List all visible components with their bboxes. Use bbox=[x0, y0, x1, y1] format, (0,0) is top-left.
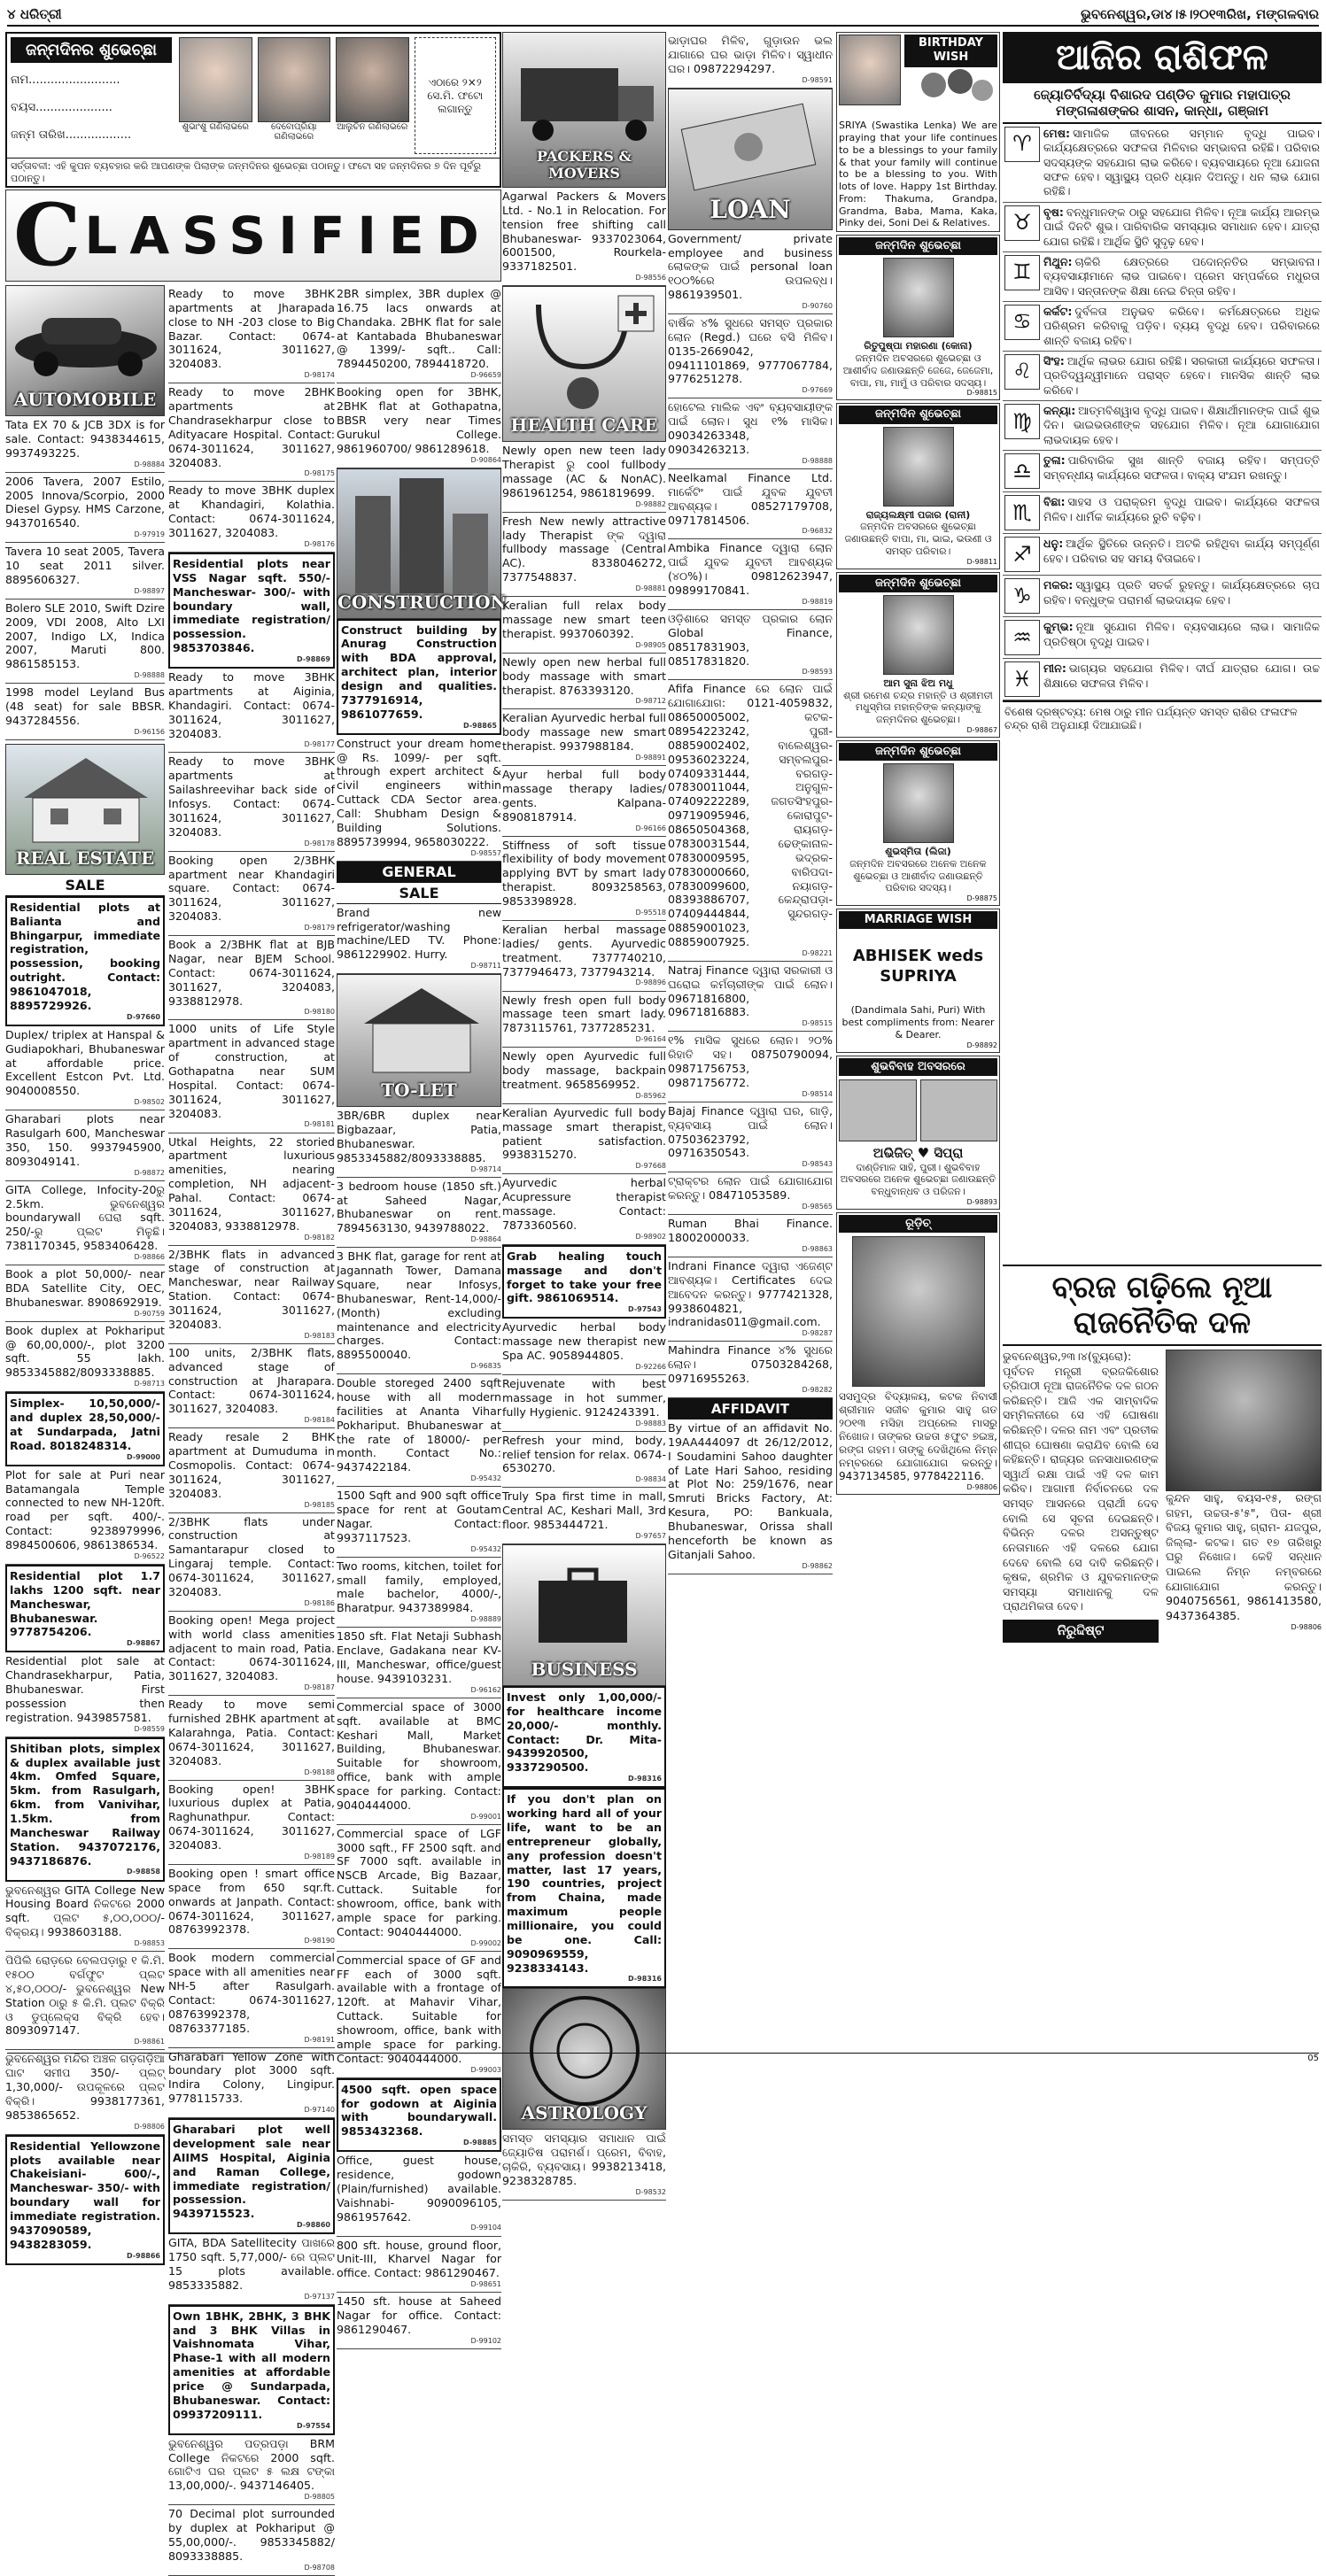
classified-ad: 3 bedroom house (1850 sft.) at Saheed Nagar, Bhubaneswar on rent. 7894563130, 9439788022. D-98864 bbox=[337, 1178, 501, 1249]
birthday-field-dob: ଜନ୍ମ ତାରିଖ.................. bbox=[11, 128, 132, 142]
classified-ad: Keralian Ayurvedic full body massage smart therapist, patient satisfaction. 9938315270. D-97668 bbox=[502, 1104, 666, 1175]
packers-image: PACKERS & MOVERS bbox=[502, 32, 666, 188]
classified-ad: 3 BHK flat, garage for rent at Jagannath Tower, Damana Square, near Infosys, Bhubaneswar, Rent-14,000/- (Month) excluding maintenance and electricity charges. Contact: 8895500040. D-96835 bbox=[337, 1248, 501, 1374]
truck-icon bbox=[503, 33, 667, 157]
column-apartments bbox=[168, 285, 335, 2572]
zodiac-wheel-icon bbox=[503, 1989, 667, 2113]
balloons-icon bbox=[907, 67, 996, 117]
classified-ad: Ready to move semi furnished 2BHK apartment at Kalarahnga, Patia. Contact: 0674-3011624, 3011627, 3204083. D-98188 bbox=[168, 1696, 335, 1780]
classified-ad: ୧% ମାସିକ ସୁଧରେ ଲୋନ। ୨୦% ରିହାତି ସହ। 08750790094, 09871756753, 09871756772. D-98514 bbox=[668, 1032, 833, 1102]
real-estate-image: REAL ESTATE bbox=[5, 744, 165, 875]
rent-ads bbox=[668, 32, 833, 89]
automobile-image: AUTOMOBILE bbox=[5, 285, 165, 416]
marriage-text: (Dandimala Sahi, Puri) With best compliments from: Nearer & Dearer. bbox=[841, 1004, 995, 1040]
classified-ad: Invest only 1,00,000/- for healthcare income 20,000/- monthly. Contact: Dr. Mita- 9439920500, 9337290500. D-98316 bbox=[502, 1686, 666, 1788]
classified-ad: Newly open new herbal full body massage with smart therapist. 8763393120. D-98712 bbox=[502, 654, 666, 710]
classified-ad: Gharabari plot well development sale near AIIMS Hospital, Aiginia and Raman College, immediate registration/ possession. 9439715523. D-98860 bbox=[168, 2118, 335, 2234]
classified-ad: Ayur herbal full body massage therapy ladies/ gents. Kalpana- 8908187914. D-96166 bbox=[502, 766, 666, 837]
birthday-photo-3: ଆଲୁଚିନ ଗଣିଲାଭରେ bbox=[336, 37, 409, 154]
classified-ad: Stiffness of soft tissue flexibility of body movement applying BVT by smart lady therapist. 8093258563, 9853398928. D-95518 bbox=[502, 837, 666, 921]
birthday-wish-card: ଜନ୍ମଦିନ ଶୁଭେଚ୍ଛା ରାଜ୍ୟଲକ୍ଷ୍ମୀ ପଜାର (ରାନୀ) ଜନ୍ମଦିନ ଅବସରରେ ଶୁଭେଚ୍ଛା ଜଣାଉଛନ୍ତି ବାପା, ମା, ଭାଇ, ଭଉଣୀ ଓ ସମସ୍ତ ପରିବାର। D-98811 bbox=[836, 403, 1000, 569]
healthcare-ads bbox=[502, 442, 666, 1544]
classified-ad: Construct your dream home @ Rs. 1099/- per sqft. through expert architect & civil engineers within Cuttack CDA Sector area. Call: Shubham Design & Building Solutions. 8895739994, 9658030222. D-98557 bbox=[337, 735, 501, 862]
flat-ads bbox=[337, 285, 501, 468]
classified-ad: Agarwal Packers & Movers Ltd. - No.1 in Relocation. For tension free shifting call Bhubaneswar- 9337023064, 6001500, Rourkela- 9337182501. D-98556 bbox=[502, 188, 666, 286]
classified-ad: 2/3BHK flats in advanced stage of construction at Mancheswar, near Railway Station. Contact: 0674-3011624, 3011627, 3204083. D-98183 bbox=[168, 1246, 335, 1344]
birthday-photo-1: ଶୁଭାଂଶୁ ଗଣିଲାଭରେ bbox=[179, 37, 252, 154]
building-icon bbox=[337, 469, 502, 593]
marriage-wish-tag: MARRIAGE WISH bbox=[839, 911, 997, 929]
page-footer bbox=[7, 2053, 1319, 2065]
birthday-wish-card: ଜନ୍ମଦିନ ଶୁଭେଚ୍ଛା ଶୁଭସ୍ମିତା (ଲିଜା) ଜନ୍ମଦିନ ଅବସରରେ ଅନେକ ଅନେକ ଶୁଭେଚ୍ଛା ଓ ଆଶୀର୍ବାଦ ଜଣାଉଛନ୍ତି ପରିବାର ସଦସ୍ୟ। D-98875 bbox=[836, 740, 1000, 906]
general-sale-heading: SALE bbox=[337, 883, 501, 904]
classified-ad: 1000 units of Life Style apartment in advanced stage of construction, at Gothapatna near SUM Hospital. Contact: 0674-3011624, 3011627, 3204083. D-98181 bbox=[168, 1020, 335, 1133]
zodiac-sign-icon: ♒ bbox=[1004, 620, 1040, 655]
classified-ad: Two rooms, kitchen, toilet for small family, employed, male bachelor, 4000/-, Bharatpur. 9437389984. D-98889 bbox=[337, 1558, 501, 1628]
classified-ad: Ayurvedic herbal Acupressure therapist massage. Contact: 7873360560. D-98902 bbox=[502, 1174, 666, 1245]
classified-ad: Residential plot 1.7 lakhs 1200 sqft. near Mancheswar, Bhubaneswar. 9778754206. D-98867 bbox=[5, 1565, 165, 1652]
classified-ad: Booking open! 3BHK luxurious duplex at Patia, Raghunathpur. Contact: 0674-3011624, 3011627, 3204083. D-98189 bbox=[168, 1781, 335, 1865]
rashi-item: ♍ କନ୍ୟା: ଆତ୍ମବିଶ୍ୱାସ ବୃଦ୍ଧି ପାଇବ। ଶିକ୍ଷାର୍ଥୀମାନଙ୍କ ପାଇଁ ଶୁଭ ଦିନ। ଭାଇଭଉଣୀଙ୍କ ସହଯୋଗ ମିଳିବ। ନୂଆ ଯୋଗାଯୋଗ ଲାଭଦାୟକ ହେବ। bbox=[1003, 401, 1322, 451]
header-right: ଭୁବନେଶ୍ୱର,ଡା୪।୫।୨୦୧୩ରିଖ, ମଙ୍ଗଳବାର bbox=[1081, 6, 1319, 22]
apartment-ads bbox=[168, 285, 335, 2576]
classified-ad: Commercial space of 3000 sqft. available at BMC Keshari Mall, Market Building, Bhubaneswar. Suitable for showroom, office, bank with ample space for parking. Contact: 9040444000. D-99001 bbox=[337, 1698, 501, 1825]
child-photo bbox=[883, 595, 954, 675]
rashi-item: ♊ ମିଥୁନ: ଚାକିରି କ୍ଷେତ୍ରରେ ପଦୋନ୍ନତିର ସମ୍ଭାବନା। ବ୍ୟବସାୟୀମାନେ ଲାଭ ପାଇବେ। ପ୍ରେମ ସମ୍ପର୍କରେ ମଧୁରତା ଆସିବ। ସନ୍ତାନଙ୍କ ଶିକ୍ଷା ନେଇ ଚିନ୍ତା ରହିବ। bbox=[1003, 252, 1322, 302]
general-ads bbox=[337, 904, 501, 975]
header-left: ୪ ଧରିତ୍ରୀ bbox=[7, 6, 62, 22]
vivah-wish-box: ଶୁଭବିବାହ ଅବସରରେ ଅଭିଜିତ୍ ♥ ସିପ୍ରା ଦାଣ୍ଡିମାଳ ସାହି, ପୁରୀ। ଶୁଭବିବାହ ଅବସରରେ ଅନେକ ଶୁଭେଚ୍ଛା ଜଣାଉଛନ୍ତି ବନ୍ଧୁବାନ୍ଧବ ଓ ପରିଜନ। D-98893 bbox=[836, 1056, 1000, 1210]
zodiac-sign-icon: ♊ bbox=[1004, 255, 1040, 290]
rashifal-note: ବିଶେଷ ଦ୍ରଷ୍ଟବ୍ୟ: ମେଷ ଠାରୁ ମୀନ ପର୍ଯ୍ୟନ୍ତ ସମସ୍ତ ରାଶିର ଫଳାଫଳ ଚନ୍ଦ୍ର ରାଶି ଅନୁଯାୟୀ ଦିଆଯାଇଛି। bbox=[1003, 700, 1322, 736]
classified-ad: 2/3BHK flats under construction at Samantarapur closed to Lingaraj temple. Contact: 0674-3011624, 3011627, 3204083. D-98186 bbox=[168, 1513, 335, 1612]
classified-ad: Ready to move 3BHK duplex at Khandagiri, Kolathia. Contact: 0674-3011624, 3011627, 3204083. D-98176 bbox=[168, 482, 335, 553]
missing-person-box: ରୂଡ଼ିଚ୍ ସସମୁଦ୍ର ବିଦ୍ୟାଳୟ, କଟକ ନିବାସୀ ଶ୍ରୀମାନ ସଜୀବ କୁମାର ସାହୁ ଗତ ୨୦୧୩ ମସିହା ଅପ୍ରେଲ ମାସରୁ ନିଖୋଜ। ତାଙ୍କର ଉଚ୍ଚତା ୫ଫୁଟ ୭ଇଞ୍ଚ, ରଙ୍ଗ ଗହମ। ତାଙ୍କୁ ଦେଖିଥିଲେ ନିମ୍ନ ନମ୍ବରରେ ଯୋଗାଯୋଗ କରନ୍ତୁ। 9437134585, 9778422116. D-98806 bbox=[836, 1212, 1000, 1495]
classified-ad: Utkal Heights, 22 storied apartment luxurious amenities, nearing completion, NH adjacent- Pahal. Contact: 0674-3011624, 3011627, 3204083, 9338812978. D-98182 bbox=[168, 1133, 335, 1246]
classified-ad: 1500 Sqft and 900 sqft office space for rent at Goutam Nagar. Contact: 9937117523. D-95432 bbox=[337, 1487, 501, 1558]
classified-ad: Newly open Ayurvedic full body massage, backpain treatment. 9658569952. D-85962 bbox=[502, 1048, 666, 1104]
rashifal-title: ଆଜିର ରାଶିଫଳ bbox=[1003, 32, 1322, 83]
classified-ad: If you don't plan on working hard all of your life, want to be an entrepreneur globally, any profession doesn't matter, last 17 years, 190 countries, project from Chaina, made maximum people millionaire, you could be one. Call: 9090969559, 9238334143. D-98316 bbox=[502, 1788, 666, 1988]
classified-ad: GITA College, Infocity-20ରୁ 2.5km. ଭୁବନେଶ୍ୱର boundarywall ଘେରା sqft. 250/-ରୁ ପ୍ଲଟ ମିଳୁଛି। 7381170345, 9583406428. D-98866 bbox=[5, 1181, 165, 1265]
classified-ad: 800 sft. house, ground floor, Unit-III, Kharvel Nagar for office. Contact: 9861290467. D-98651 bbox=[337, 2237, 501, 2294]
birthday-wish-text: SRIYA (Swastika Lenka) We are praying that your life continues to be a blessings to your family & that your family will continue to be a blessing to you. With lots of love. Happy 1st Birthday. From: Thakuma, Grandpa, Grandma, Baba, Mama, Kaka, Pinky dei, Soni Dei & Relatives. bbox=[839, 120, 997, 229]
birthday-wish-card: ଜନ୍ମଦିନ ଶୁଭେଚ୍ଛା ଆମ ସୁନା ଝିଅ ମଧୁ ଶ୍ରୀ ରମେଶ ଚନ୍ଦ୍ର ମହାନ୍ତି ଓ ଶ୍ରୀମତୀ ମଧୁସ୍ମିତା ମହାନ୍ତିଙ୍କ କନ୍ୟାଙ୍କୁ ଜନ୍ମଦିନର ଶୁଭେଚ୍ଛା। D-98867 bbox=[836, 572, 1000, 738]
groom-photo bbox=[839, 1079, 917, 1141]
marriage-couple: ABHISEK weds SUPRIYA bbox=[852, 947, 984, 986]
classified-ad: Booking open! Mega project with world class amenities adjacent to main road, Patia. Contact: 0674-3011624, 3011627, 3204083. D-98187 bbox=[168, 1612, 335, 1696]
classified-big-letter: C bbox=[13, 185, 81, 285]
classified-ad: Own 1BHK, 2BHK, 3 BHK and 3 BHK Villas in Vaishnomata Vihar, Phase-1 with all modern amenities at affordable price @ Sundarpada, Bhubaneswar. Contact: 09937209111. D-97554 bbox=[168, 2305, 335, 2435]
classified-ad: Residential plot sale at Chandrasekharpur, Patia, Bhubaneswar. First possession then registration. 9439857581. D-98559 bbox=[5, 1652, 165, 1737]
classified-ad: 3BR/6BR duplex near Bigbazaar, Patia, Bhubaneswar. 9853345882/8093338885. D-98714 bbox=[337, 1107, 501, 1178]
briefcase-icon bbox=[503, 1545, 667, 1660]
classified-banner bbox=[5, 185, 501, 285]
classified-ad: By virtue of an affidavit No. 19AA444097 dt 26/12/2012, I Soudamini Sahoo daughter of Late Hari Sahoo, residing at Plot No: 259/1676, near Smruti Bricks Factory, At: Kesura, PO: Bankuala, Bhubaneswar, Orissa shall henceforth be known as Gitanjali Sahoo. D-98862 bbox=[668, 1420, 833, 1574]
classified-ad: Ready to move 3BHK apartments at Jharapada close to NH -203 close to Big Bazar. Contact: 0674-3011624, 3011627, 3204083. D-98174 bbox=[168, 285, 335, 383]
astrology-image: ASTROLOGY bbox=[502, 1988, 666, 2130]
classified-ad: Book a 2/3BHK flat at BJB Nagar, near BJEM School. Contact: 0674-3011624, 3011627, 3204083, 9338812978. D-98180 bbox=[168, 936, 335, 1020]
zodiac-sign-icon: ♎ bbox=[1004, 453, 1040, 489]
classified-ad: Bajaj Finance ଦ୍ୱାରା ଘର, ଗାଡ଼ି, ବ୍ୟବସାୟ ପାଇଁ ଲୋନ। 07503623792, 09716350543. D-98543 bbox=[668, 1102, 833, 1173]
classified-ad: Ready to move 2BHK apartments at Chandrasekharpur close to Adityacare Hospital. Contact: 0674-3011624, 3011627, 3204083. D-98175 bbox=[168, 383, 335, 482]
classified-ad: Construct building by Anurag Construction with BDA approval, architect plan, interior design and qualities. 7377916914, 9861077659. D-98865 bbox=[337, 619, 501, 735]
birthday-coupon bbox=[5, 32, 501, 188]
classified-ad: ଭୁବନେଶ୍ୱର ମନ୍ଦିର ଅଞ୍ଚଳ ଗଡ଼ଗଡ଼ିଆ ଘାଟ ସମୀପ 350/- ପ୍ଲଟ୍ 1,30,000/- ଉପକୂଳରେ ପ୍ଲଟ ବିକ୍ରି। 9938177361, 9853865652. D-98806 bbox=[5, 2050, 165, 2134]
classified-ad: Grab healing touch massage and don't forget to take your free gift. 9861069514. D-97543 bbox=[502, 1245, 666, 1319]
astrology-ads bbox=[502, 2130, 666, 2201]
classified-ad: Refresh your mind, body, relief tension for relax. 0674-6530270. D-98834 bbox=[502, 1432, 666, 1489]
birthday-field-age: ବୟସ..................... bbox=[11, 101, 112, 114]
classified-ad: Residential Yellowzone plots available near Chakeisiani- 600/-, Mancheswar- 350/- with boundary wall for immediate registration. 9437090589, 9438283059. D-98866 bbox=[5, 2135, 165, 2265]
baby-photo bbox=[839, 35, 901, 105]
page-header bbox=[7, 4, 1319, 27]
healthcare-image: HEALTH CARE bbox=[502, 286, 666, 442]
classified-ad: Government/ private employee and business ଲୋକଙ୍କ ପାଇଁ personal loan ୧୦୦%ରେ ଉପଲବ୍ଧ। 9861939501. D-90760 bbox=[668, 230, 833, 314]
classified-ad: Newly fresh open full body massage teen smart lady. 7873115761, 7377285231. D-96164 bbox=[502, 992, 666, 1048]
zodiac-sign-icon: ♐ bbox=[1004, 537, 1040, 572]
rashi-item: ♋ କର୍କଟ: ଦୁର୍ବଳତା ଅନୁଭବ କରିବେ। କର୍ମକ୍ଷେତ୍ରରେ ଅଧିକ ପରିଶ୍ରମ କରିବାକୁ ପଡ଼ିବ। ବ୍ୟୟ ବୃଦ୍ଧି ହେବ। ପରିବାରରେ ଶାନ୍ତି ବଜାୟ ରହିବ। bbox=[1003, 302, 1322, 352]
child-photo bbox=[883, 427, 954, 507]
classified-ad: ସମସ୍ତ ସମସ୍ୟାର ସମାଧାନ ପାଇଁ ଜ୍ୟୋତିଷ ପରାମର୍ଶ। ପ୍ରେମ, ବିବାହ, ଚାକିରି, ବ୍ୟବସାୟ। 9938213418, 9238328785. D-98532 bbox=[502, 2130, 666, 2201]
classified-ad: Plot for sale at Puri near Batamangala Temple connected to new NH-120ft. road per sqft. 400/-. Contact: 9238979996, 8984500606, 9861386534. D-96522 bbox=[5, 1466, 165, 1565]
classified-ad: Natraj Finance ଦ୍ୱାରା ସରକାରୀ ଓ ଘରୋଇ କର୍ମଚାରୀଙ୍କ ପାଇଁ ଲୋନ। 09671816800, 09671816883. D-98515 bbox=[668, 962, 833, 1033]
sale-heading: SALE bbox=[5, 875, 165, 896]
classified-ad: 1998 model Leyland Bus (48 seat) for sale BBSR. 9437284556. D-96156 bbox=[5, 684, 165, 740]
classified-ad: Fresh New newly attractive lady Therapist ଙ୍କ ଦ୍ୱାରା fullbody massage (Central AC). 8338046272, 7377548837. D-98881 bbox=[502, 513, 666, 597]
classified-ad: Tavera 10 seat 2005, Tavera 10 seat 2011 silver. 8895606327. D-98897 bbox=[5, 543, 165, 600]
zodiac-sign-icon: ♌ bbox=[1004, 354, 1040, 390]
classified-ad: Residential plots at Balianta and Bhingarpur, immediate registration, possession, booking outright. Contact: 9861047018, 8895729926. D-97660 bbox=[5, 896, 165, 1026]
tolet-ads bbox=[337, 1107, 501, 2349]
classified-ad: ଓଡ଼ିଶାରେ ସମସ୍ତ ପ୍ରକାର ଲୋନ Global Finance, 08517831903, 08517831820. D-98593 bbox=[668, 610, 833, 681]
general-heading: GENERAL bbox=[337, 862, 501, 883]
classified-ad: Book modern commercial space with all amenities near NH-5 after Rasulgarh. Contact: 0674-3011627, 08763992378, 08763377185. D-98191 bbox=[168, 1949, 335, 2047]
column-construction-tolet bbox=[337, 285, 507, 2345]
classified-ad: Gharabari plots near Rasulgarh 600, Mancheswar 350, 150. 9937945900, 8093049141. D-98872 bbox=[5, 1110, 165, 1181]
classified-ad: Booking open for 3BHK, 2BHK flat at Gothapatna, BBSR very near Times Gurukul College. 9861960700/ 9861289618. D-90864 bbox=[337, 383, 501, 468]
news-headline: ବ୍ରଜ ଗଢ଼ିଲେ ନୂଆ ରାଜନୈତିକ ଦଳ bbox=[1003, 1265, 1322, 1346]
page-number: 05 bbox=[1307, 2054, 1319, 2063]
affidavit-ads bbox=[668, 1420, 833, 1574]
rashi-item: ♈ ମେଷ: ସାମାଜିକ ଜୀବନରେ ସମ୍ମାନ ବୃଦ୍ଧି ପାଇବ। କାର୍ଯ୍ୟକ୍ଷେତ୍ରରେ ସଫଳତା ମିଳିବାର ସମ୍ଭାବନା ରହିଛି। ପରିବାର ସଦସ୍ୟଙ୍କ ସହଯୋଗ ଲାଭ କରିବେ। ବ୍ୟବସାୟରେ ନୂଆ ଯୋଜନା ସଫଳ ହେବ। ସ୍ୱାସ୍ଥ୍ୟ ପ୍ରତି ଧ୍ୟାନ ଦିଅନ୍ତୁ। ଧନ ଲାଭ ଯୋଗ ରହିଛି। bbox=[1003, 124, 1322, 203]
affidavit-heading: AFFIDAVIT bbox=[668, 1398, 833, 1420]
classified-ad: Bolero SLE 2010, Swift Dzire 2009, VDI 2008, Alto LXI 2007, Indigo LX, Indica 2007, Maruti 800. 9861585153. D-98888 bbox=[5, 600, 165, 684]
classified-ad: 1850 sft. Flat Netaji Subhash Enclave, Gadakana near KV-III, Mancheswar, office/guest house. 9439103231. D-96162 bbox=[337, 1628, 501, 1698]
marriage-wish-box: MARRIAGE WISH ABHISEK weds SUPRIYA (Dandimala Sahi, Puri) With best compliments from: Nearer & Dearer. D-98892 bbox=[836, 909, 1000, 1053]
birthday-photo-2: ଦେବୋପ୍ରିୟା ଗଣିଲାଭରେ bbox=[258, 37, 331, 154]
classified-ad: Keralian full relax body massage new smart teen therapist. 9937060392. D-98905 bbox=[502, 597, 666, 654]
classified-ad: GITA, BDA Satellitecity ପାଖରେ 1750 sqft. 5,77,000/- ରେ ପ୍ଲଟ 15 plots available. 9853335882. D-97137 bbox=[168, 2234, 335, 2305]
column-automobile-realestate bbox=[5, 285, 165, 2260]
classified-ad: Commercial space of LGF 3000 sqft., FF 2500 sqft. and SF 7000 sqft. available in NSCB Arcade, Big Bazaar, Cuttack. Suitable for showroom, office, bank with ample space for parking. Contact: 9040444000. D-99002 bbox=[337, 1825, 501, 1952]
missing-text: ସସମୁଦ୍ର ବିଦ୍ୟାଳୟ, କଟକ ନିବାସୀ ଶ୍ରୀମାନ ସଜୀବ କୁମାର ସାହୁ ଗତ ୨୦୧୩ ମସିହା ଅପ୍ରେଲ ମାସରୁ ନିଖୋଜ। ତାଙ୍କର ଉଚ୍ଚତା ୫ଫୁଟ ୭ଇଞ୍ଚ, ରଙ୍ଗ ଗହମ। ତାଙ୍କୁ ଦେଖିଥିଲେ ନିମ୍ନ ନମ୍ବରରେ ଯୋଗାଯୋଗ କରନ୍ତୁ। 9437134585, 9778422116. bbox=[839, 1390, 997, 1482]
rashi-item: ♐ ଧନୁ: ଆର୍ଥିକ ସ୍ଥିତିରେ ଉନ୍ନତି। ଅଟକି ରହିଥିବା କାର୍ଯ୍ୟ ସମ୍ପୂର୍ଣ୍ଣ ହେବ। ପରିବାର ସହ ସମୟ ବିତାଇବେ। bbox=[1003, 534, 1322, 576]
news-section bbox=[1003, 1265, 1322, 2062]
rashifal-section bbox=[1003, 32, 1322, 1261]
classified-ad: Newly open new teen lady Therapist ରୁ cool fullbody massage (AC & NonAC). 9861961254, 9861819699. D-98882 bbox=[502, 442, 666, 513]
classified-ad: 1450 sft. house at Saheed Nagar for office. Contact: 9861290467. D-99102 bbox=[337, 2293, 501, 2349]
missing-heading: ନିରୁଦ୍ଦିଷ୍ଟ bbox=[1003, 1620, 1159, 1643]
packers-ads bbox=[502, 188, 666, 286]
classified-ad: ଟ୍ରାକ୍ଟର ଲୋନ ପାଇଁ ଯୋଗାଯୋଗ କରନ୍ତୁ। 08471053589. D-98565 bbox=[668, 1172, 833, 1215]
classified-ad: ଭାଡ଼ାଘର ମିଳିବ, ଗୁଡ଼ାଉନ ଭଲ ଯାଗାରେ ଘର ଭାଡ଼ା ମିଳିବ। ସ୍ୱାଧୀନ ଘର। 09872294297. D-98591 bbox=[668, 32, 833, 89]
vivah-tag: ଶୁଭବିବାହ ଅବସରରେ bbox=[839, 1058, 997, 1076]
classified-ad: Truly Spa first time in mall, Central AC, Keshari Mall, 3rd floor. 9853444721. D-97657 bbox=[502, 1488, 666, 1544]
photo-placeholder: ଏଠାରେ ୨×୨ ସେ.ମି. ଫଟୋ ଲଗାନ୍ତୁ bbox=[415, 37, 497, 154]
rashi-item: ♌ ସିଂହ: ଆର୍ଥିକ ଲାଭର ଯୋଗ ରହିଛି। ସରକାରୀ କାର୍ଯ୍ୟରେ ସଫଳତା। ପ୍ରତିଦ୍ୱନ୍ଦ୍ୱୀମାନେ ପରାସ୍ତ ହେବେ। ମାନସିକ ଶାନ୍ତି ଲାଭ କରିବେ। bbox=[1003, 352, 1322, 401]
classified-ad: 100 units, 2/3BHK flats, advanced stage of construction at Jharapara. Contact: 0674-3011624, 3011627, 3204083. D-98184 bbox=[168, 1344, 335, 1428]
classified-ad: 70 Decimal plot surrounded by duplex at Pokhariput @ 55,00,000/-. 9853345882/ 8093338885. D-98708 bbox=[168, 2505, 335, 2576]
loan-image: LOAN bbox=[668, 89, 833, 230]
stethoscope-icon bbox=[503, 287, 667, 420]
classified-ad: ପିପିଲି ରୋଡ଼ରେ ବେଲପଡ଼ାରୁ ୧ କି.ମି. ୧୫୦୦ ବର୍ଗଫୁଟ ପ୍ଲଟ ୪,୫୦,୦୦୦/- ଭୁବନେଶ୍ୱର New Station ଠାରୁ ୫ କି.ମି. ପ୍ଲଟ ବିକ୍ରି ଓ ଡୁପ୍ଲେକ୍ସ ବିକ୍ରି ହେବ। 8093097147. D-98861 bbox=[5, 1952, 165, 2050]
column-health-business bbox=[502, 32, 666, 2196]
child-photo bbox=[883, 258, 954, 337]
classified-ad: Ambika Finance ଦ୍ୱାରା ଲୋନ ପାଇଁ ଯୁବକ ଯୁବତୀ ଆବଶ୍ୟକ (୪୦%)। 09812623947, 09899170841. D-98819 bbox=[668, 539, 833, 610]
classified-ad: Residential plots near VSS Nagar sqft. 550/- Mancheswar- 300/- with boundary wall, immediate registration/ possession. 9853703846. D-98869 bbox=[168, 553, 335, 669]
birthday-field-name: ନାମ......................... bbox=[11, 73, 120, 87]
classified-ad: Ayurvedic herbal body massage new therapist new Spa AC. 9058944805. D-92266 bbox=[502, 1319, 666, 1375]
vivah-text: ଦାଣ୍ଡିମାଳ ସାହି, ପୁରୀ। ଶୁଭବିବାହ ଅବସରରେ ଅନେକ ଶୁଭେଚ୍ଛା ଜଣାଉଛନ୍ତି ବନ୍ଧୁବାନ୍ଧବ ଓ ପରିଜନ। bbox=[840, 1161, 996, 1197]
classified-ad: Ready resale 2 BHK apartment at Dumuduma in Cosmopolis. Contact: 0674-3011624, 3011627, 3204083. D-98185 bbox=[168, 1428, 335, 1512]
missing-person-photo bbox=[852, 1236, 985, 1387]
classified-ad: Booking open 2/3BHK apartment near Khandagiri square. Contact: 0674-3011624, 3011627, 3204083. D-98179 bbox=[168, 852, 335, 936]
tolet-image: TO-LET bbox=[337, 974, 501, 1107]
classified-ad: Ruman Bhai Finance. 18002000033. D-98863 bbox=[668, 1215, 833, 1257]
automobile-ads bbox=[5, 416, 165, 740]
classified-ad: Ready to move 3BHK apartments at Aiginia, Khandagiri. Contact: 0674-3011624, 3011627, 3204083. D-98177 bbox=[168, 669, 335, 753]
car-icon bbox=[6, 286, 166, 383]
rashi-item: ♏ ବିଛା: ସାହସ ଓ ପରାକ୍ରମ ବୃଦ୍ଧି ପାଇବ। କାର୍ଯ୍ୟରେ ସଫଳତା ମିଳିବ। ଧାର୍ମିକ କାର୍ଯ୍ୟରେ ରୁଚି ବଢ଼ିବ। bbox=[1003, 492, 1322, 534]
construction-ads bbox=[337, 619, 501, 862]
bride-photo bbox=[920, 1079, 998, 1141]
rashi-item: ♓ ମୀନ: ଭାଗ୍ୟର ସହଯୋଗ ମିଳିବ। ଦୀର୍ଘ ଯାତ୍ରାର ଯୋଗ। ଉଚ୍ଚ ଶିକ୍ଷାରେ ସଫଳତା ମିଳିବ। bbox=[1003, 659, 1322, 700]
classified-ad: ହୋଟେଲ ମାଲିକ ଏବଂ ବ୍ୟବସାୟୀଙ୍କ ପାଇଁ ଲୋନ। ସୁଧ ୧% ମାସିକ। 09034263348, 09034263213. D-98888 bbox=[668, 398, 833, 469]
classified-ad: Duplex/ triplex at Hanspal & Gudiapokhari, Bhubaneswar at affordable price. Excellent Estcon Pvt. Ltd. 9040008550. D-98502 bbox=[5, 1026, 165, 1110]
missing-boy-photo bbox=[1166, 1350, 1322, 1491]
rashi-item: ♎ ତୁଳା: ପାରିବାରିକ ସୁଖ ଶାନ୍ତି ବଜାୟ ରହିବ। ସମ୍ପତ୍ତି ସମ୍ବନ୍ଧୀୟ କାର୍ଯ୍ୟରେ ସଫଳତା। ବାକ୍ୟ ସଂଯମ ରଖନ୍ତୁ। bbox=[1003, 451, 1322, 492]
zodiac-sign-icon: ♈ bbox=[1004, 127, 1040, 162]
vivah-names: ଅଭିଜିତ୍ ♥ ସିପ୍ରା bbox=[872, 1144, 964, 1161]
birthday-wish-box bbox=[836, 32, 1000, 232]
classified-ad: Commercial space of GF and FF each of 3000 sqft. available with a frontage of 120ft. at Mahavir Vihar, Cuttack. Suitable for showroom, office, bank with ample space for parking. Contact: 9040444000. D-99003 bbox=[337, 1952, 501, 2078]
classified-ad: ଭୁବନେଶ୍ୱର GITA College New Housing Board ନିକଟରେ 2000 sqft. ପ୍ଲଟ ୫,୦୦,୦୦୦/- ବିକ୍ରୟ। 9938603188. D-98853 bbox=[5, 1882, 165, 1953]
child-photo bbox=[883, 763, 954, 843]
classified-ad: ବାର୍ଷିକ ୪% ସୁଧରେ ସମସ୍ତ ପ୍ରକାର ଲୋନ (Regd.) ଘରେ ବସି ମିଳିବ। 0135-2669042, 09411101869, 9777067784, 9776251278. D-97669 bbox=[668, 314, 833, 398]
classified-ad: Afifa Finance ରେ ଲୋନ ପାଇଁ ଯୋଗାଯୋଗ: 0121-4059832, 08650005002, କଟକ- 08954223242, ପୁରୀ- 08859002402, ବାଲେଶ୍ୱର- 09536023224, ସମ୍ବଲପୁର- 07409331444, ବରଗଡ଼- 07830011044, ଅନୁଗୁଳ- 07409222289, ଜଗତସିଂହପୁର- 09719095946, କୋରାପୁଟ- 08650504368, ରାୟଗଡ଼- 07830031544, ଢେଙ୍କାନାଳ- 07830009595, ଭଦ୍ରକ- 07830000660, ବାରିପଦା- 07830099600, ନୟାଗଡ଼- 08393886707, କେନ୍ଦ୍ରାପଡ଼ା- 07409444844, ସୁନ୍ଦରଗଡ଼- 08859001023, 08859007925. D-98221 bbox=[668, 680, 833, 961]
classified-ad: 2006 Tavera, 2007 Estilo, 2005 Innova/Scorpio, 2000 Diesel Gypsy. HMS Carzone, 9437016540. D-97919 bbox=[5, 473, 165, 544]
classified-ad: Gharabari Yellow Zone with boundary plot 3000 sqft. Indira Colony, Lingipur. 9778115733. D-97140 bbox=[168, 2048, 335, 2119]
zodiac-sign-icon: ♍ bbox=[1004, 404, 1040, 439]
classified-ad: Book duplex at Pokhariput @ 60,00,000/-, plot 3200 sqft. 55 lakh. 9853345882/8093338885. D-98713 bbox=[5, 1322, 165, 1393]
business-ads bbox=[502, 1686, 666, 1988]
rashi-item: ♑ ମକର: ସ୍ୱାସ୍ଥ୍ୟ ପ୍ରତି ସତର୍କ ରୁହନ୍ତୁ। କାର୍ଯ୍ୟକ୍ଷେତ୍ରରେ ଚାପ ରହିବ। ବନ୍ଧୁଙ୍କ ପରାମର୍ଶ ଲାଭଦାୟକ ହେବ। bbox=[1003, 576, 1322, 617]
birthday-terms: ସର୍ତ୍ତାବଳୀ: ଏହି କୁପନ ବ୍ୟବହାର କରି ଆପଣଙ୍କ ପିଲାଙ୍କ ଜନ୍ମଦିନର ଶୁଭେଚ୍ଛା ପଠାନ୍ତୁ। ଫଟୋ ସହ ଜନ୍ମଦିନର ୭ ଦିନ ପୂର୍ବରୁ ପଠାନ୍ତୁ। bbox=[7, 158, 500, 187]
currency-note-icon bbox=[669, 89, 834, 205]
classified-ad: Tata EX 70 & JCB 3DX is for sale. Contact: 9438344615, 9937493225. D-98884 bbox=[5, 416, 165, 473]
classified-ad: Booking open ! smart office space from 650 sqr.ft. onwards at Janpath. Contact: 0674-3011624, 3011627, 08763992378. D-98190 bbox=[168, 1865, 335, 1949]
loan-ads bbox=[668, 230, 833, 1398]
classified-ad: Brand new refrigerator/washing machine/LED TV. Phone: 9861229902. Hurry. D-98711 bbox=[337, 904, 501, 975]
classified-ad: Mahindra Finance ୪% ସୁଧରେ ଲୋନ। 07503284268, 09716955263. D-98282 bbox=[668, 1342, 833, 1398]
column-loan bbox=[668, 32, 833, 2053]
zodiac-sign-icon: ♑ bbox=[1004, 578, 1040, 614]
rashi-item: ♒ କୁମ୍ଭ: ନୂଆ ସୁଯୋଗ ମିଳିବ। ବ୍ୟବସାୟରେ ଲାଭ। ସାମାଜିକ ପ୍ରତିଷ୍ଠା ବୃଦ୍ଧି ପାଇବ। bbox=[1003, 617, 1322, 659]
rashifal-author: ଜ୍ୟୋତିର୍ବିଦ୍ୟା ବିଶାରଦ ପଣ୍ଡିତ କୁମାର ମହାପାତ୍ର ମଙ୍ଗଳାଶଙ୍କର ଶାସନ, କାନ୍ଧା, ଗଞ୍ଜାମ bbox=[1003, 83, 1322, 124]
column-wishes bbox=[836, 32, 1000, 2053]
classified-rest: LASSIFIED bbox=[84, 205, 492, 266]
birthday-title: ଜନ୍ମଦିନର ଶୁଭେଚ୍ଛା bbox=[11, 37, 172, 63]
classified-ad: Simplex- 10,50,000/- and duplex 28,50,000/- at Sundarpada, Jatni Road. 8018248314. D-99000 bbox=[5, 1392, 165, 1466]
birthday-wish-card: ଜନ୍ମଦିନ ଶୁଭେଚ୍ଛା ରିତୁପୁଷ୍ପା ମହାରଣା (କୋନା) ଜନ୍ମଦିନ ଅବସରରେ ଶୁଭେଚ୍ଛା ଓ ଆଶୀର୍ବାଦ ଜଣାଉଛନ୍ତି ଜେଜେ, ଜେଜେମା, ବାପା, ମା, ମାମୁଁ ଓ ପରିବାର ସଦସ୍ୟ। D-98815 bbox=[836, 235, 1000, 400]
classified-ad: Ready to move 3BHK apartments at Sailashreevihar back side of Infosys. Contact: 0674-3011624, 3011627, 3204083. D-98178 bbox=[168, 753, 335, 851]
rashifal-list bbox=[1003, 124, 1322, 700]
classified-ad: Book a plot 50,000/- near BDA Satellite City, OEC, Bhubaneswar. 8908692919. D-90759 bbox=[5, 1265, 165, 1322]
classified-ad: 4500 sqft. open space for godown at Aiginia with boundarywall. 9853432368. D-98885 bbox=[337, 2078, 501, 2153]
business-image: BUSINESS bbox=[502, 1544, 666, 1686]
zodiac-sign-icon: ♏ bbox=[1004, 495, 1040, 530]
classified-ad: Double storeged 2400 sqft house with all modern facilities at Ananta Vihar Pokhariput. Bhubaneswar at the rate of 18000/- per month. Contact No.: 9437422184. D-95432 bbox=[337, 1374, 501, 1487]
classified-ad: 2BR simplex, 3BR duplex @ 16.75 lacs onwards at Chandaka. 2BHK flat for sale at Kantabada Bhubaneswar @ 1399/- sqft.. Call: 7894450200, 7894418720. D-96659 bbox=[337, 285, 501, 383]
wish-list bbox=[836, 235, 1000, 906]
news-body: ଭୁବନେଶ୍ୱର,୨୩।୪(ବ୍ୟୁରୋ): ପୂର୍ବତନ ମନ୍ତ୍ରୀ ବ୍ରଜକିଶୋର ତ୍ରିପାଠୀ ନୂଆ ରାଜନୈତିକ ଦଳ ଗଠନ କରିଛନ୍ତି। ଆଜି ଏକ ସାମ୍ବାଦିକ ସମ୍ମିଳନୀରେ ସେ ଏହି ଘୋଷଣା କରିଛନ୍ତି। ଦଳର ନାମ ଏବଂ ପ୍ରତୀକ ଶୀଘ୍ର ଘୋଷଣା କରାଯିବ ବୋଲି ସେ କହିଛନ୍ତି। ରାଜ୍ୟର ଜନସାଧାରଣଙ୍କ ସ୍ୱାର୍ଥ ରକ୍ଷା ପାଇଁ ଏହି ଦଳ କାମ କରିବ। ଆଗାମୀ ନିର୍ବାଚନରେ ଦଳ ସମସ୍ତ ଆସନରେ ପ୍ରାର୍ଥୀ ଦେବ ବୋଲି ସେ ସୂଚନା ଦେଇଛନ୍ତି। ବିଭିନ୍ନ ଦଳର ଅସନ୍ତୁଷ୍ଟ ନେତାମାନେ ଏହି ଦଳରେ ଯୋଗ ଦେବେ ବୋଲି ସେ ଦାବି କରିଛନ୍ତି। କୃଷକ, ଶ୍ରମିକ ଓ ଯୁବକମାନଙ୍କ ସମସ୍ୟା ସମାଧାନକୁ ଦଳ ପ୍ରାଥମିକତା ଦେବ। ନିରୁଦ୍ଦିଷ୍ଟ କୁନ୍ଦନ ସାହୁ, ବୟସ-୧୫, ରଙ୍ଗ ଗହମ, ଉଚ୍ଚତା-୫'୫", ପିତା- ଶ୍ରୀ ବିଜୟ କୁମାର ସାହୁ, ଗ୍ରାମ- ଯଜପୁର, ଜିଲ୍ଲା- କଟକ। ଗତ ୧୭ ତାରିଖରୁ ଘରୁ ନିଖୋଜ। କେହି ସନ୍ଧାନ ପାଇଲେ ନିମ୍ନ ନମ୍ବରରେ ଯୋଗାଯୋଗ କରନ୍ତୁ। 9040756561, 9861413580, 9437364385. D-98806 bbox=[1003, 1346, 1322, 1643]
zodiac-sign-icon: ♋ bbox=[1004, 305, 1040, 340]
classified-ad: Neelkamal Finance Ltd. ମାର୍କେଟିଂ ପାଇଁ ଯୁବକ ଯୁବତୀ ଆବଶ୍ୟକ। 08527179708, 09717814506. D-96832 bbox=[668, 469, 833, 540]
classified-ad: Keralian Ayurvedic herbal full body massage new smart therapist. 9937988184. D-98891 bbox=[502, 709, 666, 766]
house-icon bbox=[6, 745, 166, 851]
classified-ad: Office, guest house, residence, godown (Plain/furnished) available. Vaishnabi- 9090096105, 9861957642. D-99104 bbox=[337, 2152, 501, 2236]
classified-ad: Shitiban plots, simplex & duplex available just 4km. Omfed Square, 5km. from Rasulgarh, 6km. from Vanivihar, 1.5km. from Mancheswar Railway Station. 9437072176, 9437186876. D-98858 bbox=[5, 1737, 165, 1882]
rashi-item: ♉ ବୃଷ: ବନ୍ଧୁମାନଙ୍କ ଠାରୁ ସହଯୋଗ ମିଳିବ। ନୂଆ କାର୍ଯ୍ୟ ଆରମ୍ଭ ପାଇଁ ଦିନଟି ଶୁଭ। ପାରିବାରିକ ସମସ୍ୟାର ସମାଧାନ ହେବ। ଯାତ୍ରା ଯୋଗ ରହିଛି। ଆର୍ଥିକ ସ୍ଥିତି ସୁଦୃଢ଼ ହେବ। bbox=[1003, 203, 1322, 252]
classified-ad: Keralian herbal massage ladies/ gents. Ayurvedic treatment. 7377740210, 7377946473, 7377943214. D-98896 bbox=[502, 921, 666, 992]
missing-tag: ରୂଡ଼ିଚ୍ bbox=[839, 1215, 997, 1233]
zodiac-sign-icon: ♓ bbox=[1004, 661, 1040, 697]
classified-ad: Rejuvenate with best massage in hot summer, fully Hygienic. 9124243391. D-98883 bbox=[502, 1375, 666, 1432]
missing-boy-text: କୁନ୍ଦନ ସାହୁ, ବୟସ-୧୫, ରଙ୍ଗ ଗହମ, ଉଚ୍ଚତା-୫'୫", ପିତା- ଶ୍ରୀ ବିଜୟ କୁମାର ସାହୁ, ଗ୍ରାମ- ଯଜପୁର, ଜିଲ୍ଲା- କଟକ। ଗତ ୧୭ ତାରିଖରୁ ଘରୁ ନିଖୋଜ। କେହି ସନ୍ଧାନ ପାଇଲେ ନିମ୍ନ ନମ୍ବରରେ ଯୋଗାଯୋଗ କରନ୍ତୁ। 9040756561, 9861413580, 9437364385. bbox=[1166, 1491, 1322, 1622]
birthday-wish-tag: BIRTHDAY WISH bbox=[904, 35, 997, 67]
construction-image: CONSTRUCTION bbox=[337, 468, 501, 619]
house-icon bbox=[337, 975, 502, 1081]
zodiac-sign-icon: ♉ bbox=[1004, 205, 1040, 241]
classified-ad: Indrani Finance ଦ୍ୱାରା ଏଜେଣ୍ଟ ଆବଶ୍ୟକ। Certificates ଦେଇ ଆବେଦନ କରନ୍ତୁ। 9777421328, 9938604821, indranidas011@gmail.com. D-98287 bbox=[668, 1257, 833, 1342]
classified-ad: ଭୁବନେଶ୍ୱର ପତ୍ରପଡ଼ା BRM College ନିକଟରେ 2000 sqft. ଗୋଟିଏ ଘର ପ୍ଲଟ ୫ ଲକ୍ଷ ଟଙ୍କା 13,00,000/-. 9437146405. D-98805 bbox=[168, 2435, 335, 2506]
